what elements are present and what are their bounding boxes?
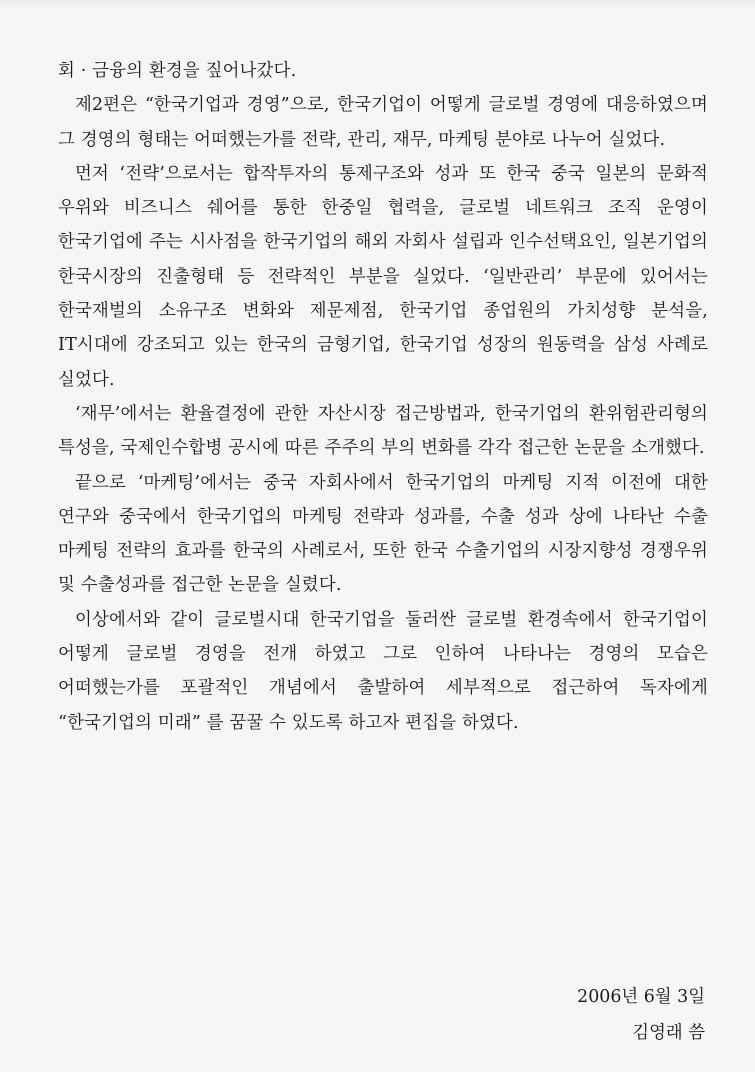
paragraph-continuation: 회 · 금융의 환경을 짚어나갔다.: [58, 61, 297, 81]
signature-date: 2006년 6월 3일: [577, 987, 705, 1007]
paragraph-strategy: 먼저 ‘전략’으로서는 합작투자의 통제구조와 성과 또 한국 중국 일본의 문화적 우위와 비즈니스 쉐어를 통한 한중일 협력을, 글로벌 네트워크 조직 운영이 한국기업에 주는 시사점을 한국기업의 해외 자회사 설립과 인수선택요인, 일본기업의 한국시장의 진출형태 등 전략적인 부분을 실었다. ‘일반관리’ 부문에 있어서는 한국재벌의 소유구조 변화와 제문제점, 한국기업 종업원의 가치성향 분석을, IT시대에 강조되고 있는 한국의 금형기업, 한국기업 성장의 원동력을 삼성 사례로 실었다.: [58, 163, 708, 390]
paragraph-part-two-intro: 제2편은 “한국기업과 경영”으로, 한국기업이 어떻게 글로벌 경영에 대응하였으며 그 경영의 형태는 어떠했는가를 전략, 관리, 재무, 마케팅 분야로 나누어 실었다.: [58, 95, 708, 150]
signature-author: 김영래 씀: [632, 1023, 705, 1043]
scan-edge-shadow: [0, 0, 755, 10]
body-text: [58, 54, 708, 740]
paragraph-marketing: 끝으로 ‘마케팅’에서는 중국 자회사에서 한국기업의 마케팅 지적 이전에 대한 연구와 중국에서 한국기업의 마케팅 전략과 성과를, 수출 성과 상에 나타난 수출 마케팅 전략의 효과를 한국의 사례로서, 또한 한국 수출기업의 시장지향성 경쟁우위 및 수출성과를 접근한 논문을 실렸다.: [58, 472, 708, 596]
paragraph-finance: ‘재무’에서는 환율결정에 관한 자산시장 접근방법과, 한국기업의 환위험관리형의 특성을, 국제인수합병 공시에 따른 주주의 부의 변화를 각각 접근한 논문을 소개했다.: [58, 403, 708, 459]
paragraph-conclusion: 이상에서와 같이 글로벌시대 한국기업을 둘러싼 글로벌 환경속에서 한국기업이 어떻게 글로벌 경영을 전개 하였고 그로 인하여 나타나는 경영의 모습은 어떠했는가를 포괄적인 개념에서 출발하여 세부적으로 접근하여 독자에게 “한국기업의 미래” 를 꿈꿀 수 있도록 하고자 편집을 하였다.: [58, 609, 708, 733]
